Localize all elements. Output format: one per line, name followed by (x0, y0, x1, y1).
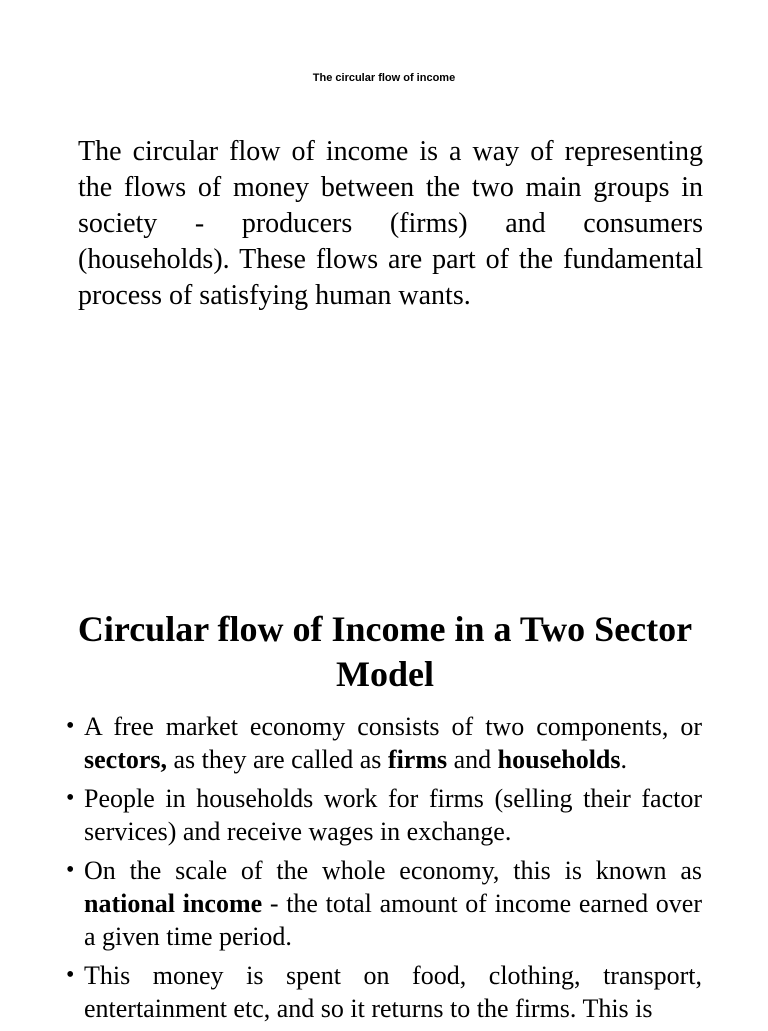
bullet-text: On the scale of the whole economy, this is known as (84, 856, 702, 885)
bullet-text: and (447, 745, 498, 774)
term-sectors: sectors, (84, 745, 168, 774)
section-heading: Circular flow of Income in a Two Sector Model (77, 609, 693, 694)
bullet-text: - the total amount of income earned over a given time period. (84, 889, 702, 951)
bullet-text: People in households work for firms (selling their factor services) and receive wages in exchange. (84, 784, 702, 846)
term-households: households (497, 745, 621, 774)
bullet-icon: • (66, 962, 75, 988)
bullet-text: as they are called as (167, 745, 388, 774)
intro-paragraph: The circular flow of income is a way of representing the flows of money between the two main groups in society - producers (firms) and consumers (households). These flows are part of the fundamental process of satisfying human wants. (78, 136, 703, 311)
bullet-item-spending (66, 959, 702, 1025)
bullet-text: This money is spent on food, clothing, transport, entertainment etc, and so it returns to the firms. This is (84, 961, 702, 1023)
bullet-list (66, 710, 702, 1031)
bullet-icon: • (66, 857, 75, 883)
term-national-income: national income (84, 889, 263, 918)
term-firms: firms (387, 745, 448, 774)
bullet-icon: • (66, 713, 75, 739)
bullet-icon: • (66, 785, 75, 811)
bullet-item-sectors (66, 710, 702, 776)
slide-title: The circular flow of income (312, 72, 456, 84)
bullet-text: A free market economy consists of two components, or (84, 712, 702, 741)
bullet-item-wages (66, 782, 702, 848)
bullet-text: . (620, 745, 627, 774)
bullet-item-national-income (66, 854, 702, 953)
